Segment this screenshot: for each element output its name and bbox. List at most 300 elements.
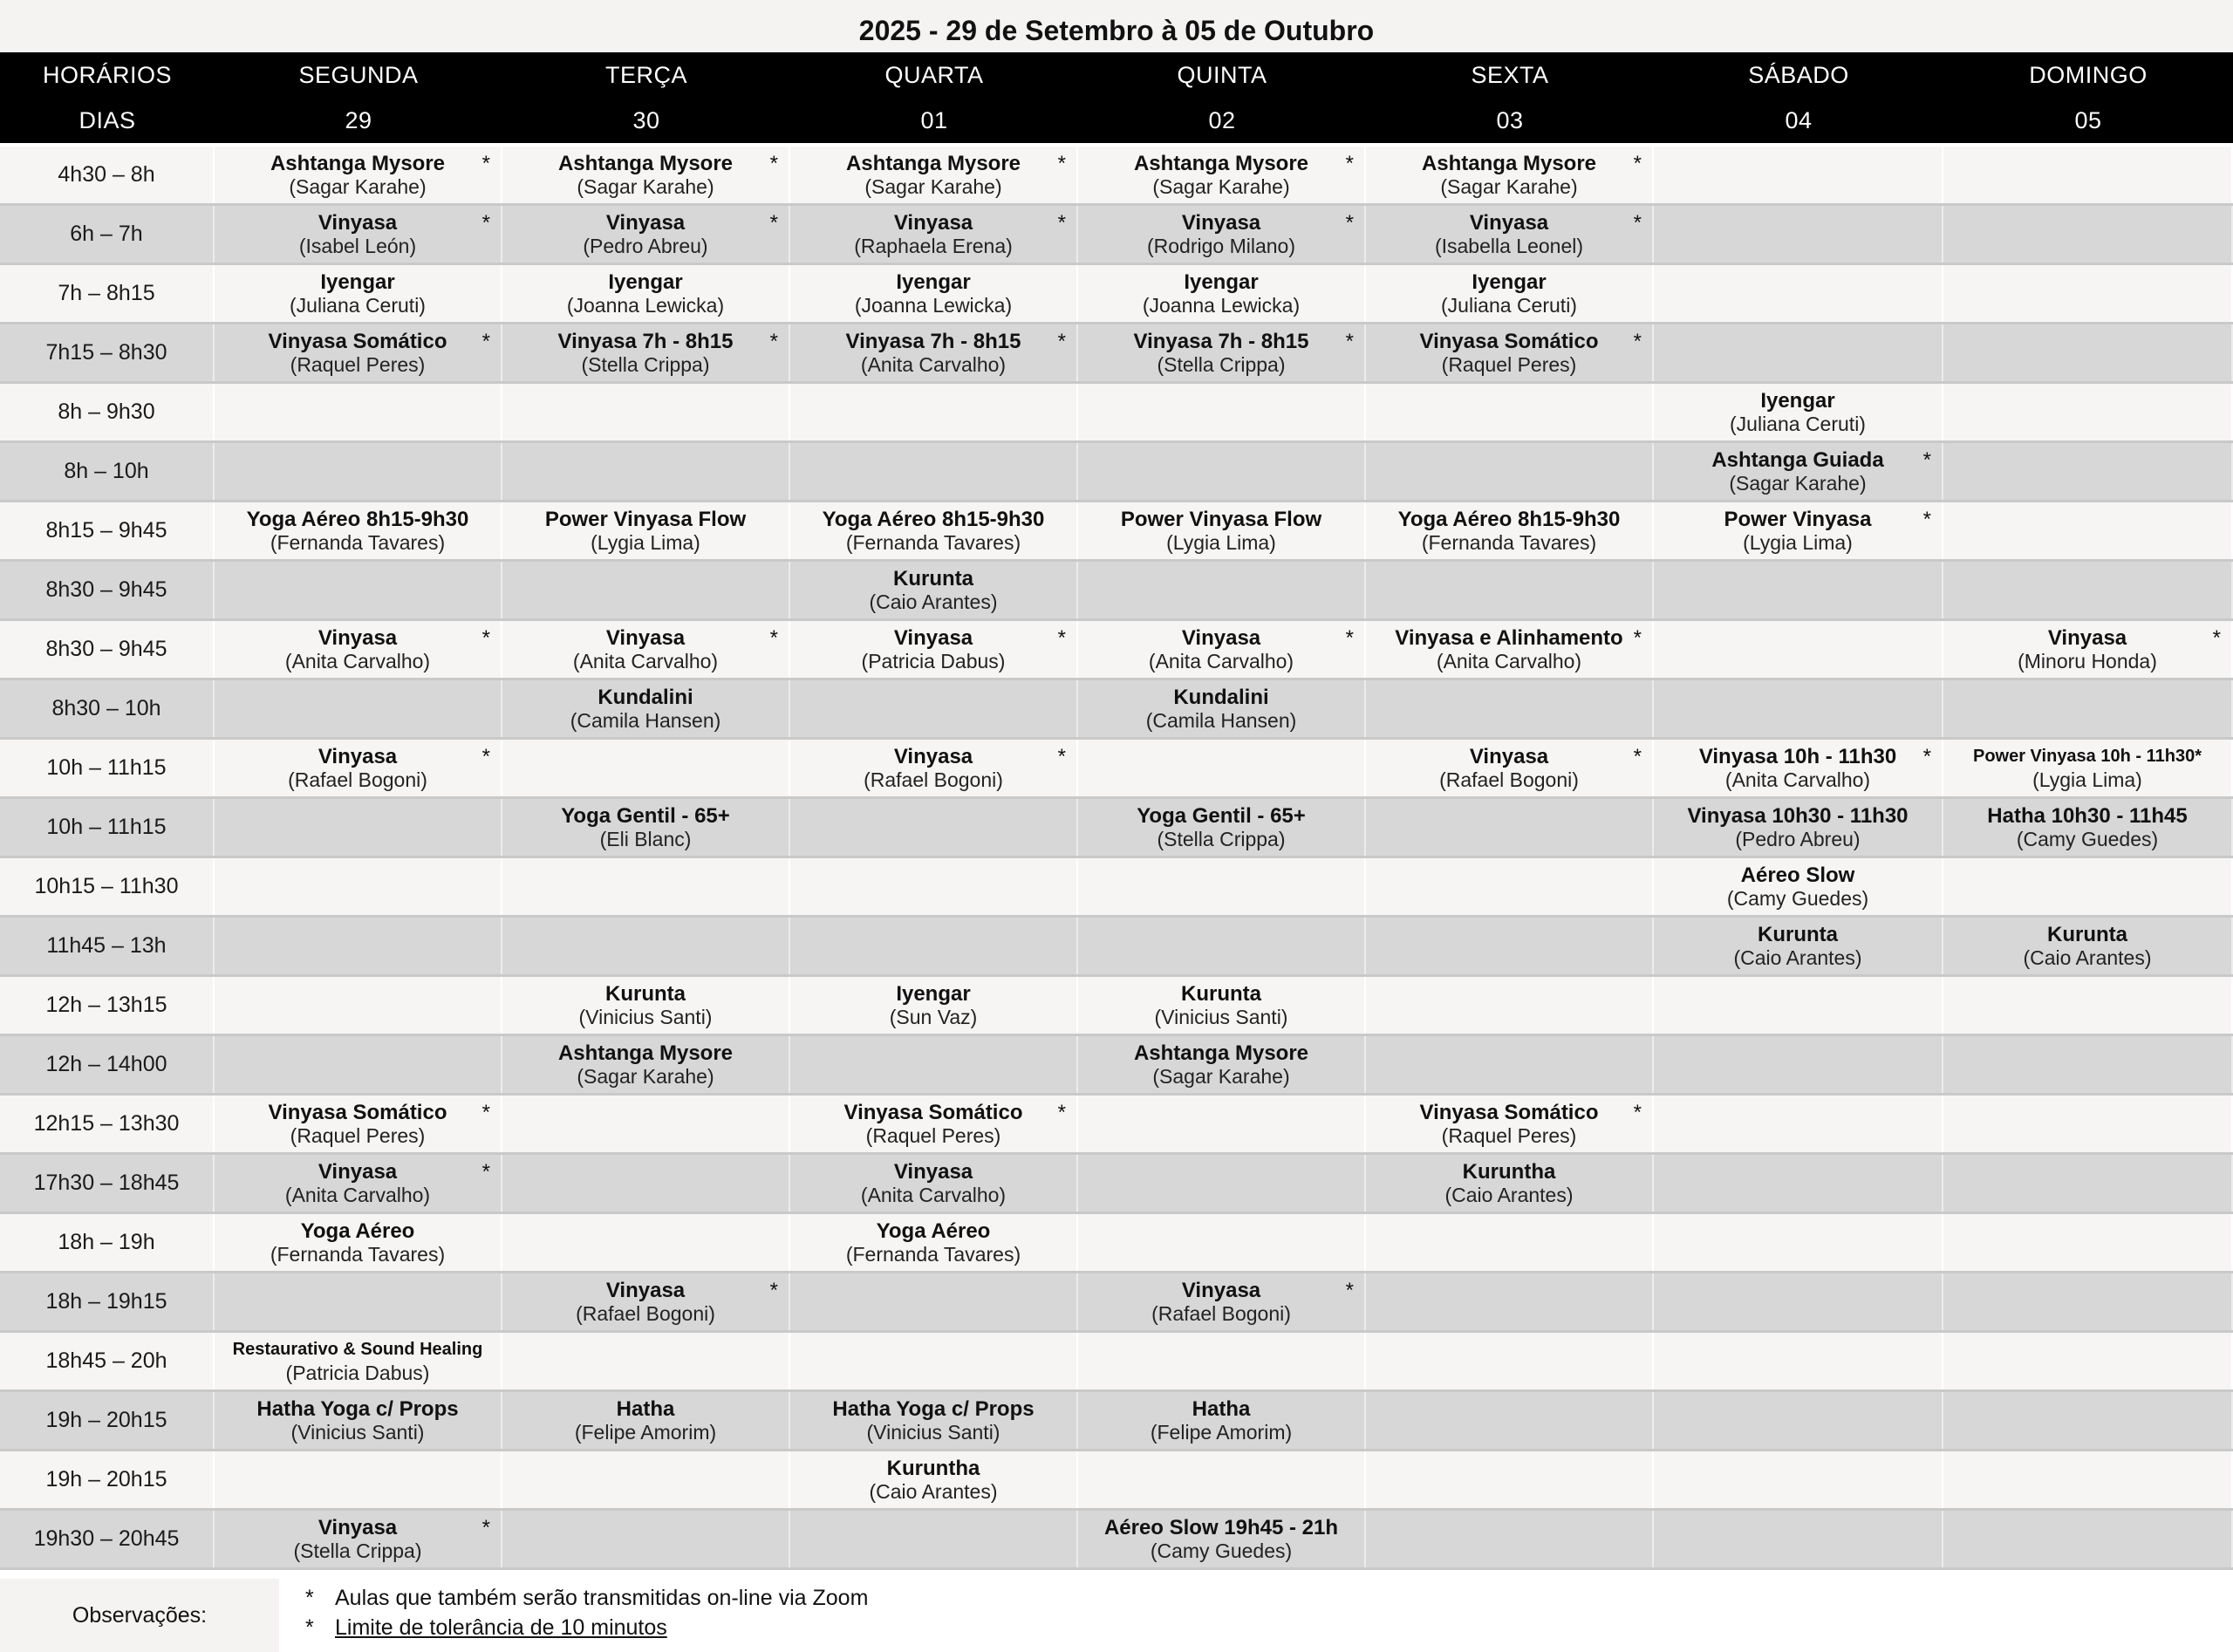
- class-name: Iyengar: [320, 270, 395, 294]
- header-dates-row: [0, 98, 2233, 143]
- instructor-name: (Sagar Karahe): [577, 1065, 714, 1088]
- online-star-marker: *: [1057, 211, 1066, 235]
- class-cell: [790, 206, 1078, 263]
- header-day: QUINTA: [1177, 61, 1267, 88]
- online-star-marker: *: [481, 1516, 490, 1539]
- online-star-marker: *: [2212, 626, 2221, 650]
- note-zoom: [305, 1586, 868, 1611]
- class-cell: [790, 1155, 1078, 1212]
- time-cell: 4h30 – 8h: [0, 147, 215, 203]
- online-star-marker: *: [1633, 1101, 1642, 1124]
- class-name: Ashtanga Mysore: [1133, 152, 1309, 175]
- header-day: SEXTA: [1471, 61, 1549, 88]
- table-row: [0, 324, 2233, 384]
- class-name: Iyengar: [1472, 270, 1547, 294]
- online-star-marker: *: [481, 211, 490, 235]
- instructor-name: (Joanna Lewicka): [1142, 294, 1301, 317]
- class-cell: [215, 265, 502, 322]
- class-name: Power Vinyasa Flow: [1120, 508, 1322, 531]
- instructor-name: (Juliana Ceruti): [290, 294, 426, 317]
- class-cell: [1366, 621, 1654, 678]
- instructor-name: (Joanna Lewicka): [854, 294, 1013, 317]
- table-row: [0, 1096, 2233, 1155]
- empty-cell: [215, 918, 502, 974]
- class-cell: [1943, 799, 2233, 856]
- empty-cell: [502, 858, 790, 915]
- class-name: Kuruntha: [886, 1457, 980, 1480]
- class-cell: [502, 1036, 790, 1093]
- class-name: Power Vinyasa: [1724, 508, 1872, 531]
- header-horarios: HORÁRIOS: [42, 61, 173, 88]
- empty-cell: [1078, 562, 1366, 618]
- class-cell: [1078, 502, 1366, 559]
- class-name: Vinyasa Somático: [268, 1101, 447, 1124]
- instructor-name: (Juliana Ceruti): [1730, 413, 1866, 435]
- instructor-name: (Sagar Karahe): [1152, 1065, 1290, 1088]
- observations-label: Observações:: [0, 1579, 279, 1652]
- class-cell: [1366, 1155, 1654, 1212]
- time-cell: 10h – 11h15: [0, 740, 215, 796]
- empty-cell: [215, 562, 502, 618]
- empty-cell: [1654, 1214, 1943, 1271]
- class-name: Vinyasa: [318, 211, 398, 235]
- empty-cell: [502, 1214, 790, 1271]
- time-cell: 7h – 8h15: [0, 265, 215, 322]
- class-name: Kurunta: [1758, 923, 1838, 946]
- class-cell: [1654, 799, 1943, 856]
- empty-cell: [215, 858, 502, 915]
- class-cell: [1943, 740, 2233, 796]
- class-cell: [1366, 265, 1654, 322]
- class-cell: [502, 324, 790, 381]
- class-cell: [1366, 147, 1654, 203]
- class-cell: [1366, 740, 1654, 796]
- instructor-name: (Stella Crippa): [581, 353, 710, 376]
- class-name: Vinyasa e Alinhamento: [1395, 626, 1623, 650]
- table-row: [0, 206, 2233, 265]
- table-row: [0, 1511, 2233, 1570]
- online-star-marker: *: [1345, 211, 1354, 235]
- instructor-name: (Raquel Peres): [865, 1124, 1001, 1147]
- empty-cell: [215, 384, 502, 440]
- online-star-marker: *: [481, 152, 490, 175]
- class-cell: [1366, 206, 1654, 263]
- instructor-name: (Stella Crippa): [1157, 353, 1286, 376]
- empty-cell: [1654, 1451, 1943, 1508]
- online-star-marker: *: [1345, 1279, 1354, 1302]
- class-cell: [1078, 1273, 1366, 1330]
- empty-cell: [215, 443, 502, 500]
- note-text: Aulas que também serão transmitidas on-line via Zoom: [335, 1586, 869, 1610]
- online-star-marker: *: [1633, 152, 1642, 175]
- instructor-name: (Raphaela Erena): [854, 235, 1013, 257]
- empty-cell: [1078, 1096, 1366, 1152]
- class-name: Iyengar: [1760, 389, 1835, 413]
- class-cell: [215, 1096, 502, 1152]
- class-name: Hatha Yoga c/ Props: [256, 1397, 459, 1421]
- class-cell: [215, 740, 502, 796]
- table-row: [0, 443, 2233, 502]
- table-row: [0, 147, 2233, 206]
- online-star-marker: *: [769, 152, 778, 175]
- class-name: Kundalini: [598, 686, 693, 709]
- class-name: Vinyasa: [893, 626, 973, 650]
- class-cell: [1654, 384, 1943, 440]
- class-cell: [1078, 1511, 1366, 1567]
- empty-cell: [215, 680, 502, 737]
- class-cell: [502, 799, 790, 856]
- empty-cell: [1078, 384, 1366, 440]
- class-cell: [790, 1392, 1078, 1449]
- online-star-marker: *: [481, 1160, 490, 1184]
- instructor-name: (Lygia Lima): [2032, 768, 2142, 791]
- class-name: Yoga Aéreo 8h15-9h30: [822, 508, 1045, 531]
- empty-cell: [1366, 1511, 1654, 1567]
- empty-cell: [790, 680, 1078, 737]
- table-row: [0, 1451, 2233, 1511]
- time-cell: 8h30 – 10h: [0, 680, 215, 737]
- online-star-marker: *: [1345, 330, 1354, 353]
- class-name: Ashtanga Guiada: [1711, 448, 1884, 472]
- time-cell: 19h – 20h15: [0, 1392, 215, 1449]
- class-name: Yoga Aéreo 8h15-9h30: [246, 508, 469, 531]
- class-name: Iyengar: [1184, 270, 1259, 294]
- empty-cell: [1366, 1392, 1654, 1449]
- instructor-name: (Sagar Karahe): [1729, 472, 1867, 495]
- instructor-name: (Caio Arantes): [869, 590, 998, 613]
- class-name: Kurunta: [1181, 982, 1261, 1006]
- class-cell: [502, 206, 790, 263]
- instructor-name: (Fernanda Tavares): [270, 1243, 446, 1266]
- class-cell: [502, 265, 790, 322]
- empty-cell: [1943, 1214, 2233, 1271]
- empty-cell: [1366, 680, 1654, 737]
- class-name: Vinyasa: [893, 211, 973, 235]
- empty-cell: [1078, 858, 1366, 915]
- class-cell: [1078, 799, 1366, 856]
- note-bullet: *: [305, 1615, 314, 1640]
- class-cell: [1943, 621, 2233, 678]
- empty-cell: [1943, 1392, 2233, 1449]
- empty-cell: [790, 443, 1078, 500]
- class-name: Vinyasa: [1469, 745, 1549, 768]
- class-cell: [502, 680, 790, 737]
- instructor-name: (Pedro Abreu): [1735, 828, 1861, 850]
- table-row: [0, 977, 2233, 1036]
- time-cell: 8h – 10h: [0, 443, 215, 500]
- class-name: Ashtanga Mysore: [270, 152, 446, 175]
- online-star-marker: *: [769, 330, 778, 353]
- instructor-name: (Fernanda Tavares): [845, 1243, 1021, 1266]
- online-star-marker: *: [481, 330, 490, 353]
- instructor-name: (Pedro Abreu): [583, 235, 708, 257]
- class-cell: [1366, 324, 1654, 381]
- class-name: Vinyasa 7h - 8h15: [845, 330, 1021, 353]
- empty-cell: [1366, 1451, 1654, 1508]
- table-row: [0, 680, 2233, 740]
- online-star-marker: *: [1633, 745, 1642, 768]
- empty-cell: [1943, 265, 2233, 322]
- empty-cell: [1366, 1036, 1654, 1093]
- class-cell: [1078, 1392, 1366, 1449]
- class-name: Vinyasa: [318, 626, 398, 650]
- online-star-marker: *: [1057, 745, 1066, 768]
- header-date: 01: [920, 106, 948, 133]
- time-cell: 8h15 – 9h45: [0, 502, 215, 559]
- class-cell: [1078, 324, 1366, 381]
- empty-cell: [790, 1273, 1078, 1330]
- instructor-name: (Anita Carvalho): [1724, 768, 1871, 791]
- class-cell: [1078, 265, 1366, 322]
- instructor-name: (Isabel León): [298, 235, 417, 257]
- class-cell: [790, 147, 1078, 203]
- empty-cell: [1654, 1392, 1943, 1449]
- instructor-name: (Rafael Bogoni): [864, 768, 1003, 791]
- header-day: QUARTA: [884, 61, 984, 88]
- empty-cell: [1366, 977, 1654, 1034]
- instructor-name: (Juliana Ceruti): [1441, 294, 1577, 317]
- class-name: Kuruntha: [1462, 1160, 1556, 1184]
- time-cell: 12h – 14h00: [0, 1036, 215, 1093]
- class-name: Yoga Gentil - 65+: [561, 804, 730, 828]
- empty-cell: [215, 799, 502, 856]
- header-day: DOMINGO: [2029, 61, 2148, 88]
- table-row: [0, 1333, 2233, 1392]
- instructor-name: (Camy Guedes): [1150, 1539, 1293, 1562]
- empty-cell: [1943, 502, 2233, 559]
- empty-cell: [1654, 1096, 1943, 1152]
- empty-cell: [1943, 1273, 2233, 1330]
- class-name: Restaurativo & Sound Healing: [232, 1340, 483, 1359]
- class-name: Iyengar: [608, 270, 683, 294]
- time-cell: 11h45 – 13h: [0, 918, 215, 974]
- note-bullet: *: [305, 1586, 314, 1610]
- instructor-name: (Caio Arantes): [2023, 946, 2152, 969]
- class-cell: [215, 502, 502, 559]
- empty-cell: [1366, 1214, 1654, 1271]
- header-day: SEGUNDA: [298, 61, 419, 88]
- online-star-marker: *: [1057, 1101, 1066, 1124]
- class-cell: [502, 1273, 790, 1330]
- instructor-name: (Felipe Amorim): [574, 1421, 717, 1444]
- instructor-name: (Rafael Bogoni): [288, 768, 427, 791]
- empty-cell: [790, 799, 1078, 856]
- empty-cell: [502, 1155, 790, 1212]
- time-cell: 18h45 – 20h: [0, 1333, 215, 1389]
- class-cell: [1654, 443, 1943, 500]
- online-star-marker: *: [1922, 745, 1931, 768]
- class-name: Kurunta: [893, 567, 973, 590]
- time-cell: 8h30 – 9h45: [0, 562, 215, 618]
- empty-cell: [1943, 206, 2233, 263]
- instructor-name: (Stella Crippa): [1157, 828, 1286, 850]
- empty-cell: [1943, 1155, 2233, 1212]
- class-cell: [790, 265, 1078, 322]
- class-cell: [790, 1096, 1078, 1152]
- table-row: [0, 858, 2233, 918]
- header-day: TERÇA: [604, 61, 687, 88]
- class-cell: [790, 1214, 1078, 1271]
- empty-cell: [1654, 1511, 1943, 1567]
- class-name: Ashtanga Mysore: [845, 152, 1021, 175]
- class-cell: [215, 324, 502, 381]
- instructor-name: (Camila Hansen): [1145, 709, 1297, 732]
- instructor-name: (Vinicius Santi): [866, 1421, 1000, 1444]
- instructor-name: (Sagar Karahe): [289, 175, 427, 198]
- empty-cell: [1654, 1273, 1943, 1330]
- class-name: Kurunta: [2047, 923, 2127, 946]
- header-date: 30: [632, 106, 660, 133]
- class-cell: [790, 1451, 1078, 1508]
- class-name: Vinyasa: [1181, 211, 1261, 235]
- class-cell: [215, 1155, 502, 1212]
- table-row: [0, 1036, 2233, 1096]
- empty-cell: [790, 1333, 1078, 1389]
- class-name: Yoga Gentil - 65+: [1137, 804, 1306, 828]
- online-star-marker: *: [769, 1279, 778, 1302]
- time-cell: 6h – 7h: [0, 206, 215, 263]
- class-name: Vinyasa: [1181, 626, 1261, 650]
- time-cell: 18h – 19h15: [0, 1273, 215, 1330]
- empty-cell: [215, 1451, 502, 1508]
- empty-cell: [1943, 680, 2233, 737]
- instructor-name: (Rafael Bogoni): [576, 1302, 715, 1325]
- table-row: [0, 562, 2233, 621]
- class-name: Vinyasa Somático: [268, 330, 447, 353]
- table-row: [0, 740, 2233, 799]
- empty-cell: [1366, 1333, 1654, 1389]
- header-dias: DIAS: [79, 106, 136, 133]
- instructor-name: (Caio Arantes): [1733, 946, 1862, 969]
- class-name: Hatha: [616, 1397, 675, 1421]
- empty-cell: [790, 1036, 1078, 1093]
- class-cell: [502, 502, 790, 559]
- class-name: Hatha: [1192, 1397, 1251, 1421]
- instructor-name: (Raquel Peres): [290, 353, 426, 376]
- class-cell: [215, 206, 502, 263]
- empty-cell: [502, 740, 790, 796]
- time-cell: 19h30 – 20h45: [0, 1511, 215, 1567]
- empty-cell: [1943, 1511, 2233, 1567]
- empty-cell: [1943, 977, 2233, 1034]
- empty-cell: [1078, 1333, 1366, 1389]
- class-cell: [1078, 206, 1366, 263]
- class-name: Ashtanga Mysore: [1133, 1041, 1309, 1065]
- class-cell: [1078, 621, 1366, 678]
- table-row: [0, 621, 2233, 680]
- instructor-name: (Camila Hansen): [570, 709, 721, 732]
- instructor-name: (Sagar Karahe): [864, 175, 1002, 198]
- instructor-name: (Rafael Bogoni): [1439, 768, 1579, 791]
- time-cell: 17h30 – 18h45: [0, 1155, 215, 1212]
- empty-cell: [1943, 147, 2233, 203]
- table-row: [0, 1214, 2233, 1273]
- empty-cell: [1366, 858, 1654, 915]
- table-header: [0, 52, 2233, 143]
- note-text: Limite de tolerância de 10 minutos: [335, 1615, 667, 1640]
- class-cell: [215, 1392, 502, 1449]
- class-name: Vinyasa: [1469, 211, 1549, 235]
- empty-cell: [1366, 562, 1654, 618]
- table-row: [0, 1273, 2233, 1333]
- class-cell: [790, 324, 1078, 381]
- empty-cell: [1078, 1155, 1366, 1212]
- empty-cell: [1078, 443, 1366, 500]
- instructor-name: (Vinicius Santi): [1154, 1006, 1288, 1028]
- instructor-name: (Camy Guedes): [2016, 828, 2159, 850]
- class-cell: [1654, 740, 1943, 796]
- instructor-name: (Lygia Lima): [1166, 531, 1276, 554]
- class-name: Kurunta: [605, 982, 686, 1006]
- instructor-name: (Anita Carvalho): [284, 650, 431, 672]
- class-cell: [1078, 977, 1366, 1034]
- instructor-name: (Caio Arantes): [1444, 1184, 1574, 1206]
- empty-cell: [1654, 621, 1943, 678]
- online-star-marker: *: [1345, 152, 1354, 175]
- class-cell: [215, 1214, 502, 1271]
- table-row: [0, 502, 2233, 562]
- empty-cell: [1078, 1451, 1366, 1508]
- empty-cell: [502, 918, 790, 974]
- instructor-name: (Isabella Leonel): [1434, 235, 1584, 257]
- online-star-marker: *: [1057, 330, 1066, 353]
- instructor-name: (Rodrigo Milano): [1146, 235, 1295, 257]
- instructor-name: (Fernanda Tavares): [270, 531, 446, 554]
- instructor-name: (Raquel Peres): [1441, 1124, 1577, 1147]
- instructor-name: (Patricia Dabus): [861, 650, 1006, 672]
- class-cell: [790, 977, 1078, 1034]
- class-cell: [1366, 502, 1654, 559]
- instructor-name: (Raquel Peres): [290, 1124, 426, 1147]
- empty-cell: [1078, 918, 1366, 974]
- time-cell: 12h15 – 13h30: [0, 1096, 215, 1152]
- empty-cell: [1654, 206, 1943, 263]
- class-name: Vinyasa: [893, 1160, 973, 1184]
- instructor-name: (Fernanda Tavares): [845, 531, 1021, 554]
- class-cell: [215, 1333, 502, 1389]
- empty-cell: [1654, 680, 1943, 737]
- observations-section: [0, 1579, 2233, 1652]
- table-row: [0, 1392, 2233, 1451]
- class-cell: [790, 740, 1078, 796]
- time-cell: 7h15 – 8h30: [0, 324, 215, 381]
- header-date: 02: [1208, 106, 1236, 133]
- instructor-name: (Joanna Lewicka): [566, 294, 725, 317]
- online-star-marker: *: [1633, 330, 1642, 353]
- instructor-name: (Sagar Karahe): [1152, 175, 1290, 198]
- class-name: Vinyasa Somático: [843, 1101, 1023, 1124]
- time-cell: 10h – 11h15: [0, 799, 215, 856]
- instructor-name: (Sun Vaz): [889, 1006, 978, 1028]
- empty-cell: [1366, 799, 1654, 856]
- header-date: 03: [1496, 106, 1524, 133]
- time-cell: 8h – 9h30: [0, 384, 215, 440]
- instructor-name: (Anita Carvalho): [572, 650, 719, 672]
- empty-cell: [215, 1036, 502, 1093]
- instructor-name: (Patricia Dabus): [285, 1362, 430, 1384]
- table-row: [0, 384, 2233, 443]
- empty-cell: [502, 1096, 790, 1152]
- empty-cell: [1654, 1333, 1943, 1389]
- class-cell: [1078, 680, 1366, 737]
- class-name: Vinyasa: [605, 626, 686, 650]
- class-name: Aéreo Slow 19h45 - 21h: [1103, 1516, 1339, 1539]
- instructor-name: (Anita Carvalho): [1148, 650, 1294, 672]
- empty-cell: [1943, 443, 2233, 500]
- empty-cell: [790, 384, 1078, 440]
- empty-cell: [1943, 858, 2233, 915]
- table-row: [0, 265, 2233, 324]
